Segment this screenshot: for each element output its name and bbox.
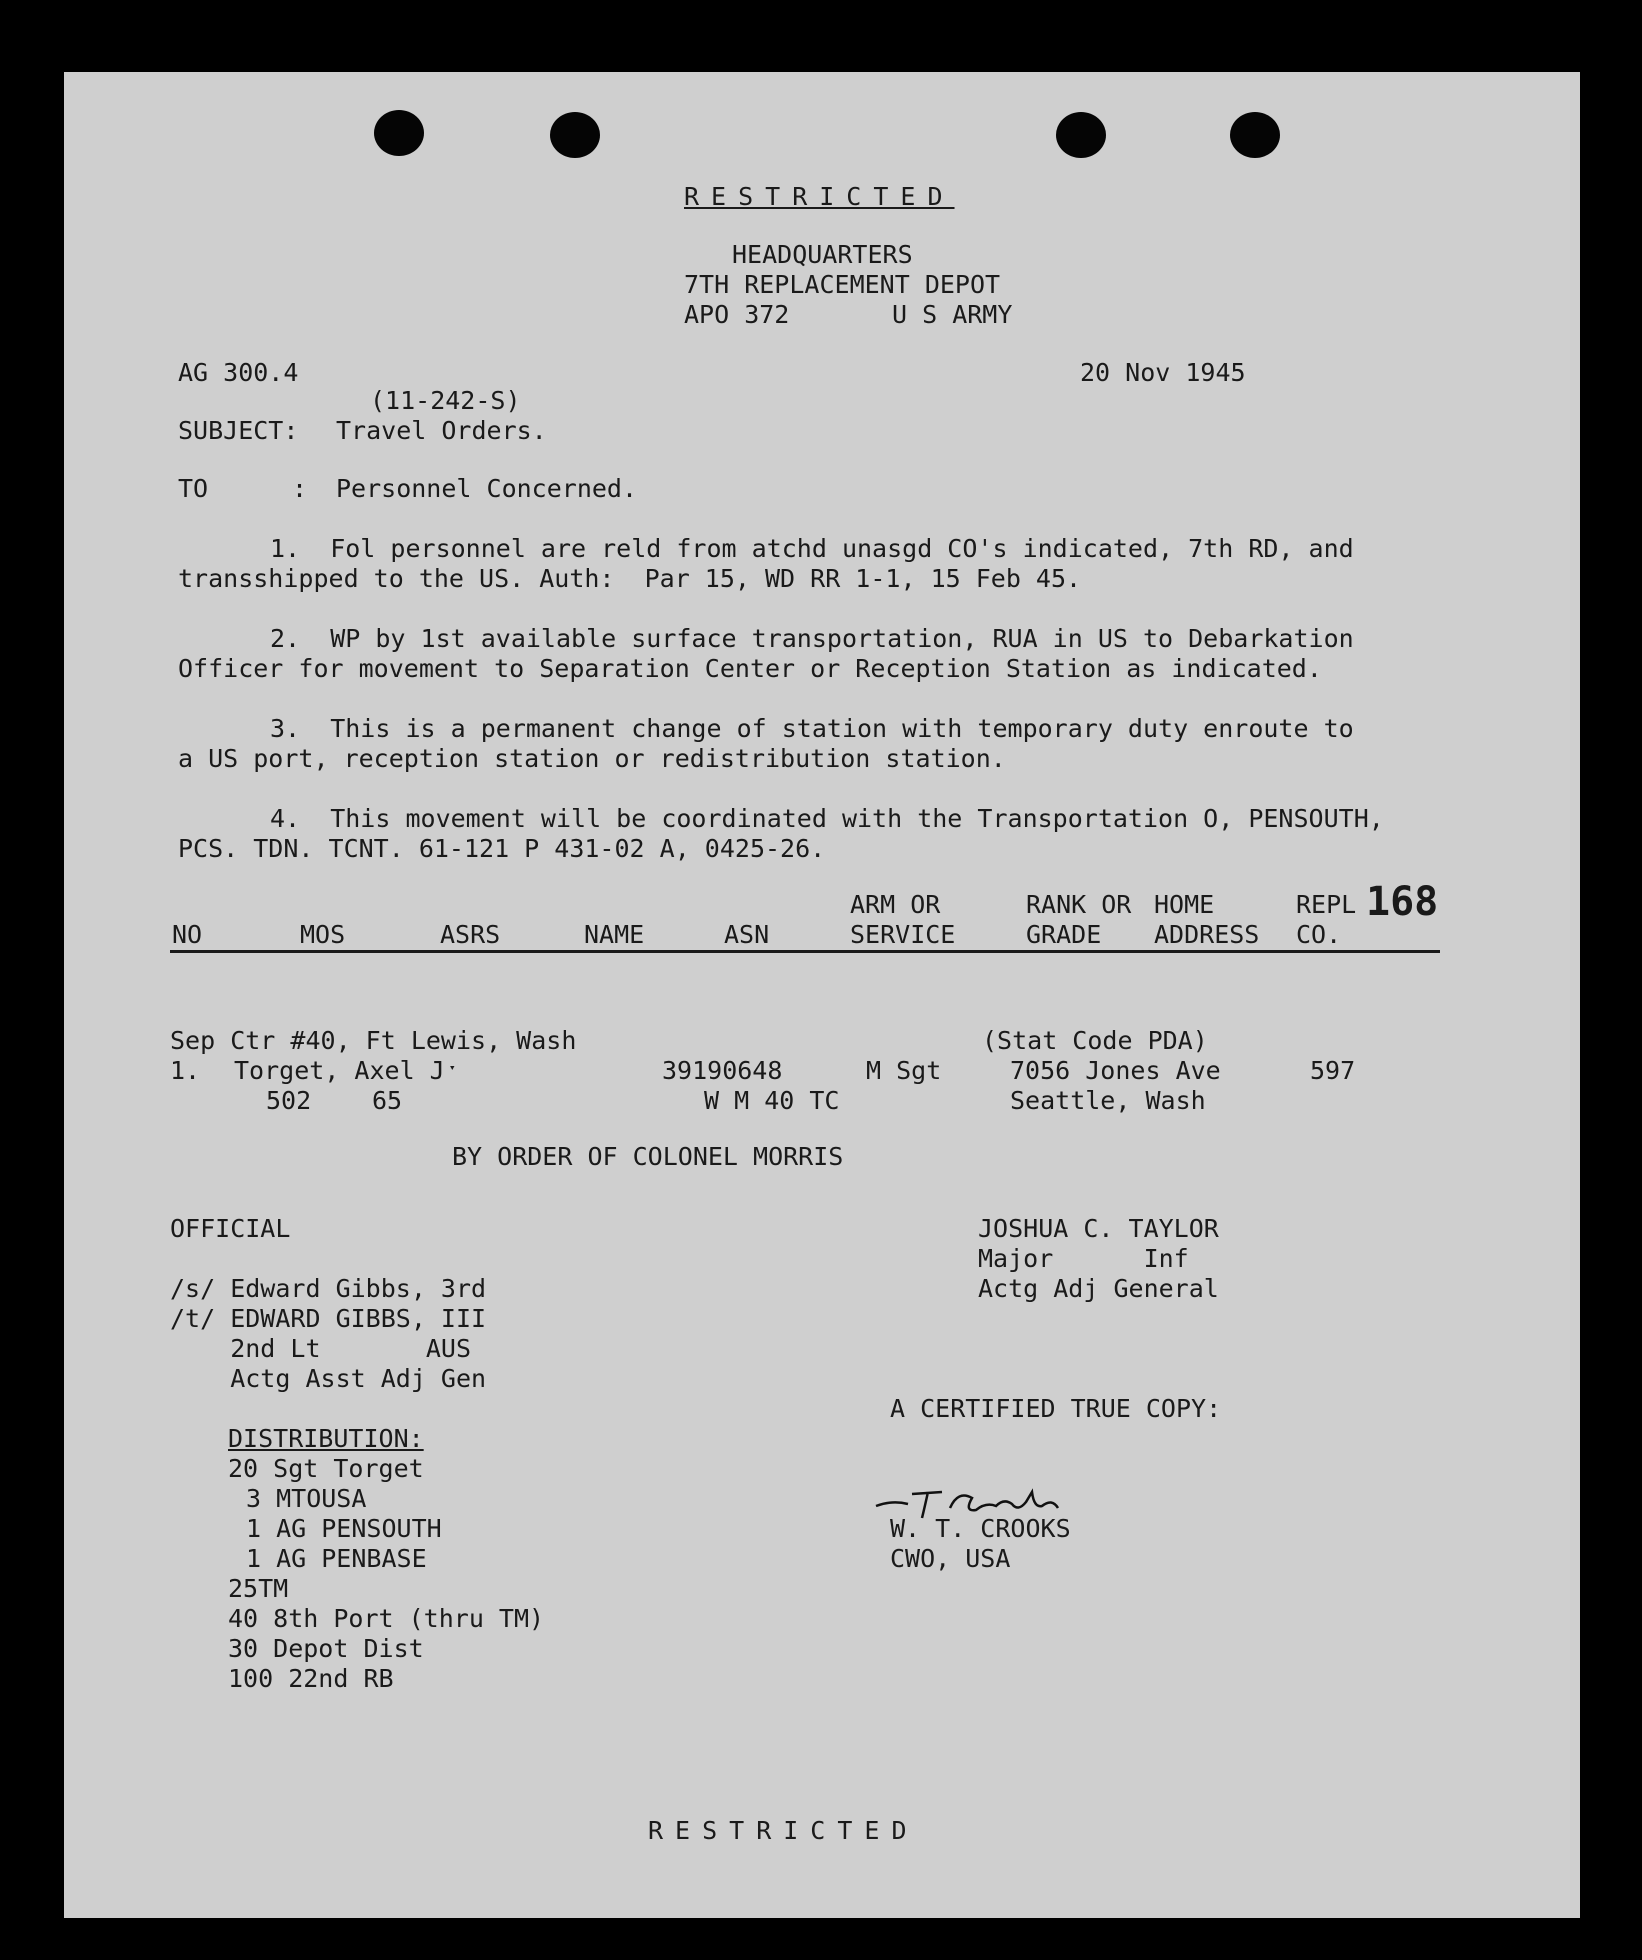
subject-label: SUBJECT: (178, 416, 299, 445)
punch-hole (1230, 112, 1280, 158)
commander-title: Actg Adj General (978, 1274, 1219, 1303)
col-rank-2: GRADE (1026, 920, 1102, 949)
paragraph-1-line-2: transshipped to the US. Auth: Par 15, WD RR 1-1, 15 Feb 45. (178, 564, 1082, 593)
distribution-item: 40 8th Port (thru TM) (228, 1604, 545, 1633)
official-typed: /t/ EDWARD GIBBS, III (170, 1304, 487, 1333)
subject: Travel Orders. (336, 416, 547, 445)
distribution-item: 3 MTOUSA (246, 1484, 367, 1513)
certifier-title: CWO, USA (890, 1544, 1011, 1573)
col-repl-2: CO. (1296, 920, 1342, 949)
restricted-bottom: RESTRICTED (648, 1816, 919, 1845)
army: U S ARMY (892, 300, 1013, 329)
col-asn: ASN (724, 920, 770, 949)
distribution-label: DISTRIBUTION: (228, 1424, 424, 1453)
row-number: 1. (170, 1056, 201, 1085)
certified-copy: A CERTIFIED TRUE COPY: (890, 1394, 1222, 1423)
row-repl-co: 597 (1310, 1056, 1356, 1085)
official-label: OFFICIAL (170, 1214, 291, 1243)
row-mos: 502 (266, 1086, 312, 1115)
table-header-rule (170, 950, 1440, 953)
col-no: NO (172, 920, 203, 949)
paragraph-3-line-1: 3. This is a permanent change of station with temporary duty enroute to (270, 714, 1354, 743)
row-asrs: 65 (372, 1086, 403, 1115)
col-home-1: HOME (1154, 890, 1215, 919)
punch-hole (374, 110, 424, 156)
date: 20 Nov 1945 (1080, 358, 1246, 387)
stat-code: (Stat Code PDA) (982, 1026, 1208, 1055)
to-recipient: Personnel Concerned. (336, 474, 638, 503)
commander-name: JOSHUA C. TAYLOR (978, 1214, 1219, 1243)
to-label: TO (178, 474, 209, 503)
col-mos: MOS (300, 920, 346, 949)
org-headquarters: HEADQUARTERS (732, 240, 913, 269)
official-title: Actg Asst Adj Gen (170, 1364, 487, 1393)
paragraph-4-line-1: 4. This movement will be coordinated with the Transportation O, PENSOUTH, (270, 804, 1384, 833)
col-home-2: ADDRESS (1154, 920, 1260, 949)
stamp-number: 168 (1366, 879, 1439, 925)
paragraph-1-line-1: 1. Fol personnel are reld from atchd unasgd CO's indicated, 7th RD, and (270, 534, 1354, 563)
to-colon: : (292, 474, 308, 503)
distribution-item: 1 AG PENBASE (246, 1544, 427, 1573)
certifier-name: W. T. CROOKS (890, 1514, 1071, 1543)
restricted-top: RESTRICTED (684, 182, 955, 211)
by-order-line: BY ORDER OF COLONEL MORRIS (452, 1142, 844, 1171)
col-repl-1: REPL (1296, 890, 1357, 919)
distribution-item: 25TM (228, 1574, 289, 1603)
distribution-item: 20 Sgt Torget (228, 1454, 424, 1483)
row-service: W M 40 TC (704, 1086, 840, 1115)
punch-hole (550, 112, 600, 158)
distribution-item: 100 22nd RB (228, 1664, 394, 1693)
distribution-item: 1 AG PENSOUTH (246, 1514, 442, 1543)
paragraph-4-line-2: PCS. TDN. TCNT. 61-121 P 431-02 A, 0425-26. (178, 834, 826, 863)
paragraph-3-line-2: a US port, reception station or redistribution station. (178, 744, 1006, 773)
apo: APO 372 (684, 300, 790, 329)
punch-hole (1056, 112, 1106, 158)
document-page (64, 72, 1580, 1918)
col-rank-1: RANK OR (1026, 890, 1132, 919)
commander-rank: Major Inf (978, 1244, 1189, 1273)
row-name: Torget, Axel Jˑ (234, 1056, 460, 1085)
org-depot: 7TH REPLACEMENT DEPOT (684, 270, 1001, 299)
col-arm-2: SERVICE (850, 920, 956, 949)
official-rank: 2nd Lt AUS (170, 1334, 472, 1363)
row-address-1: 7056 Jones Ave (1010, 1056, 1221, 1085)
row-asn: 39190648 (662, 1056, 783, 1085)
distribution-item: 30 Depot Dist (228, 1634, 424, 1663)
row-grade: M Sgt (866, 1056, 942, 1085)
col-name: NAME (584, 920, 645, 949)
paragraph-2-line-2: Officer for movement to Separation Center or Reception Station as indicated. (178, 654, 1322, 683)
official-signed: /s/ Edward Gibbs, 3rd (170, 1274, 487, 1303)
col-arm-1: ARM OR (850, 890, 941, 919)
paragraph-2-line-1: 2. WP by 1st available surface transportation, RUA in US to Debarkation (270, 624, 1354, 653)
row-address-2: Seattle, Wash (1010, 1086, 1206, 1115)
order-number: (11-242-S) (370, 386, 521, 415)
separation-center: Sep Ctr #40, Ft Lewis, Wash (170, 1026, 577, 1055)
file-ref: AG 300.4 (178, 358, 299, 387)
col-asrs: ASRS (440, 920, 501, 949)
